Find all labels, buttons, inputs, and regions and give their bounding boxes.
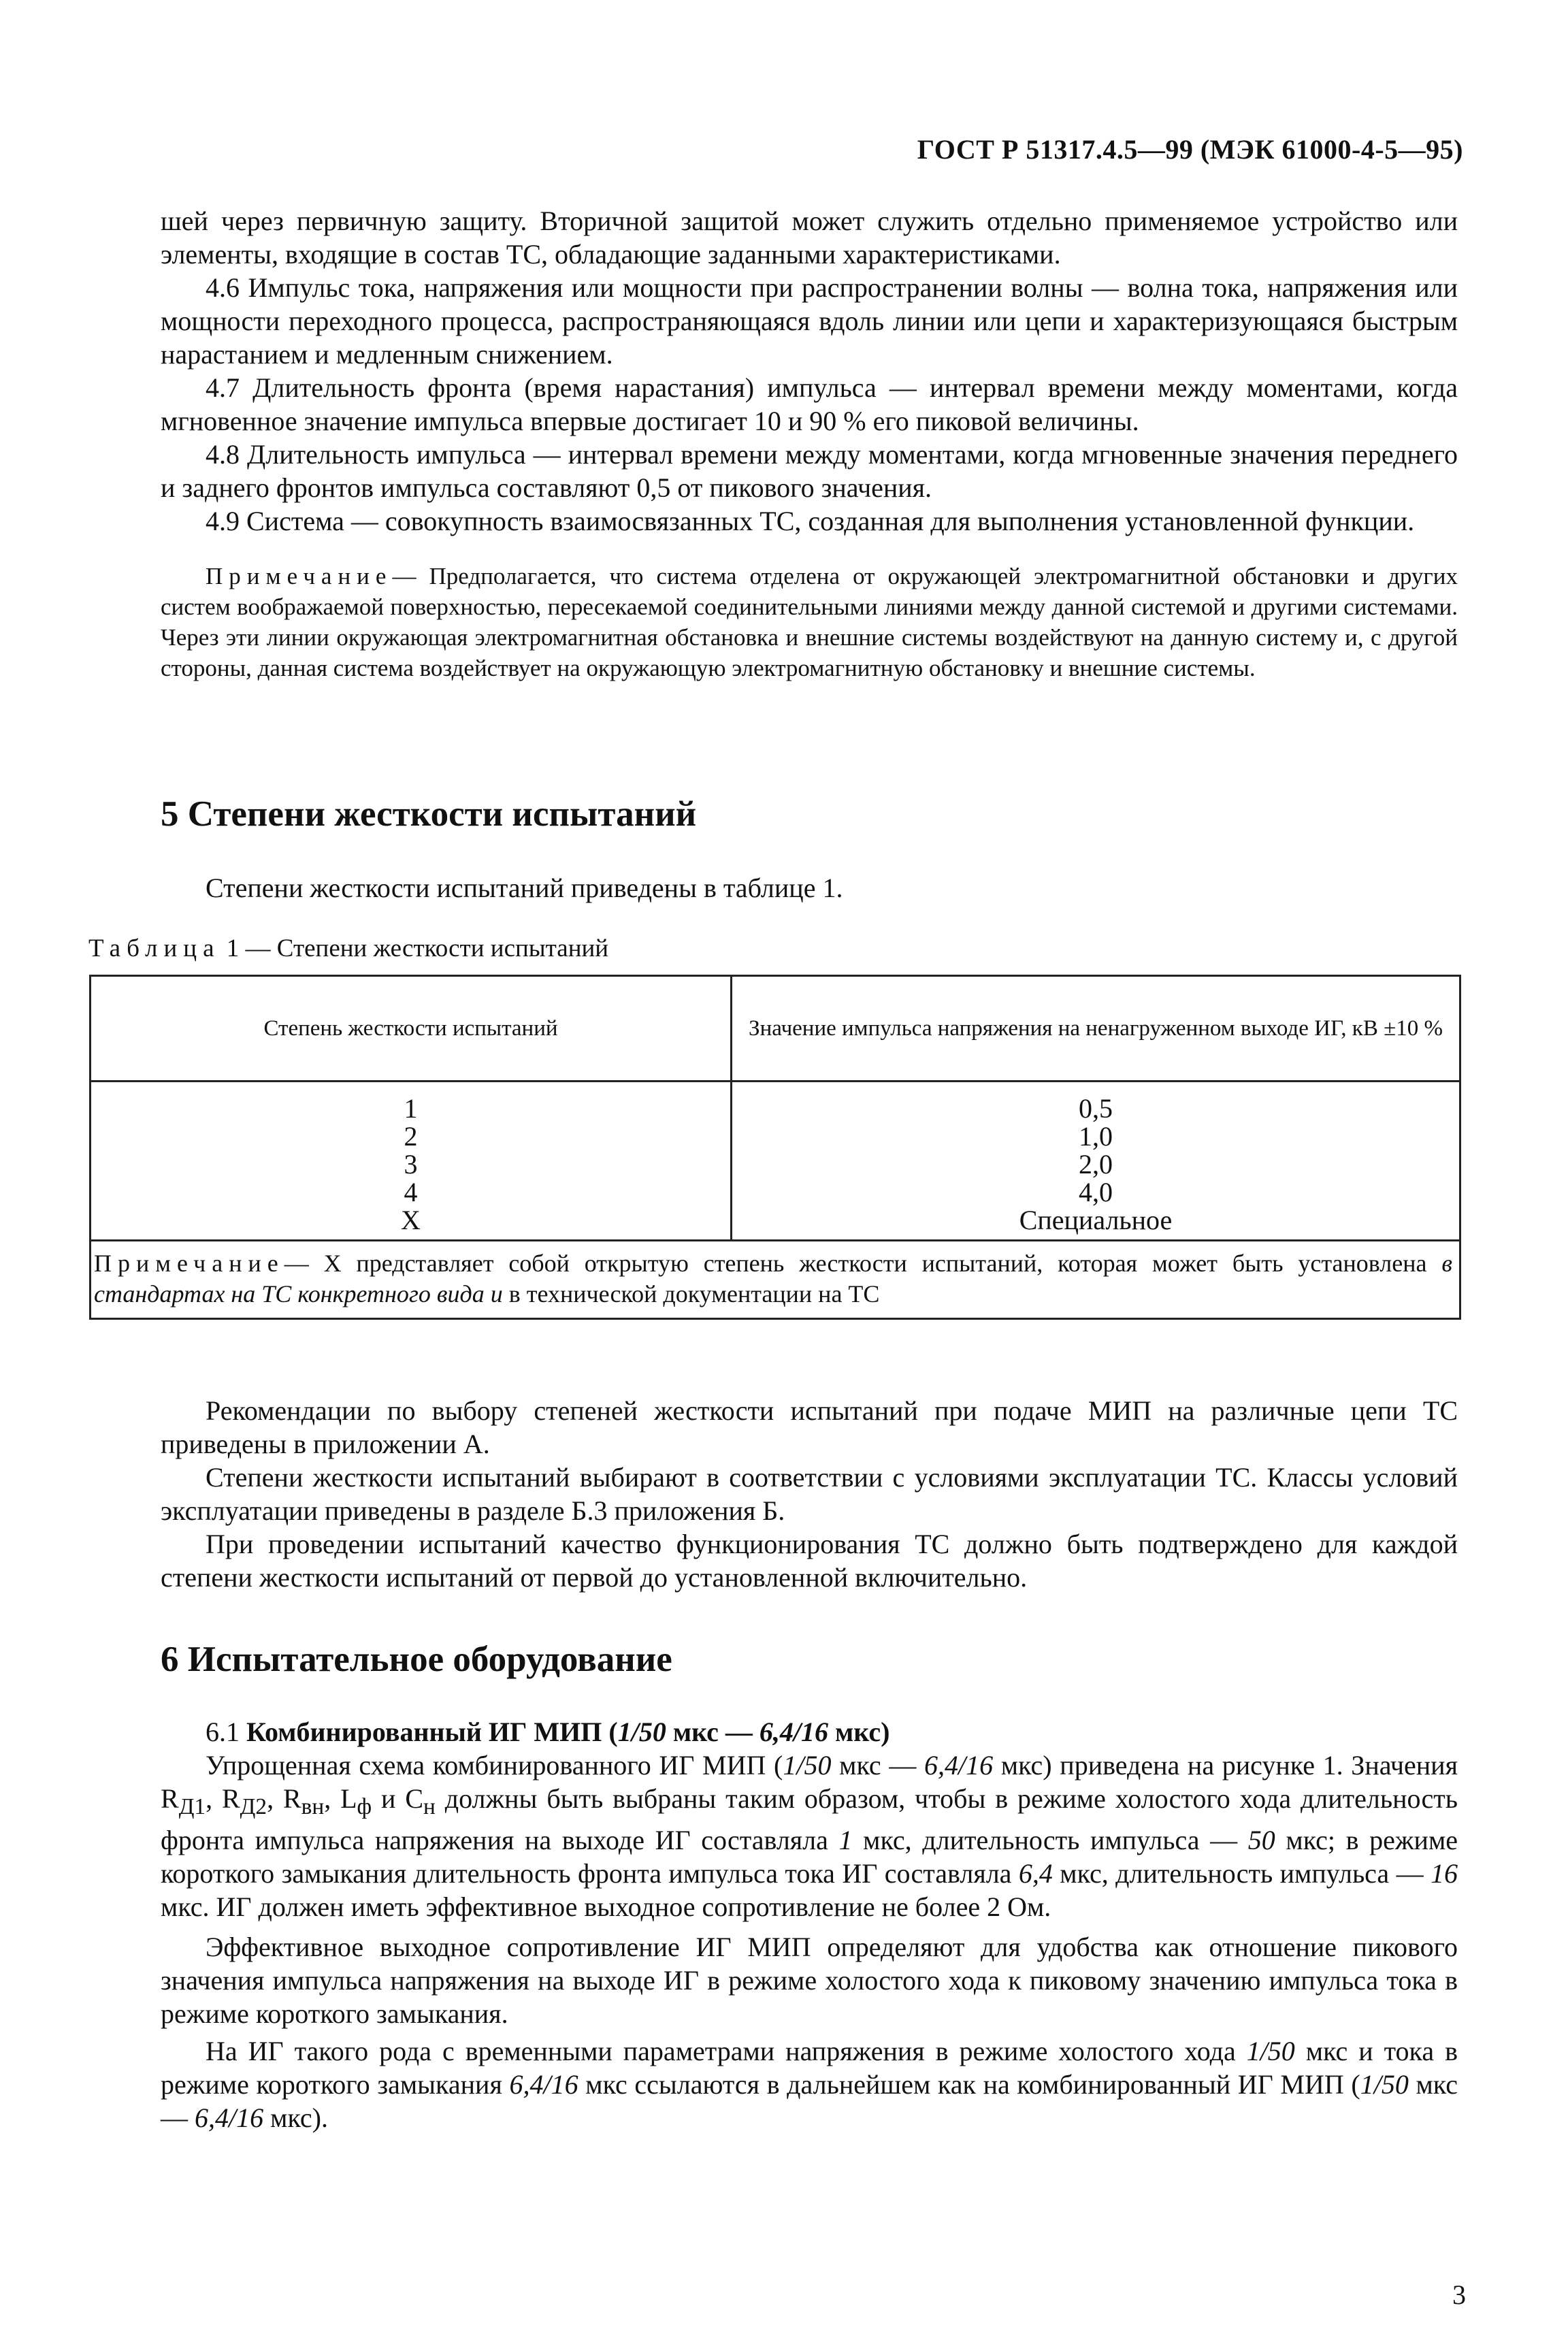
paragraph-recommendations: Рекомендации по выбору степеней жесткости испытаний при подаче МИП на различные цепи ТС приведены в приложении А. <box>161 1395 1458 1459</box>
table-header-level: Степень жесткости испытаний <box>91 976 732 1082</box>
section-5-heading: 5 Степени жесткости испытаний <box>161 794 697 834</box>
text: , L <box>324 1783 357 1814</box>
paragraph-continuation: шей через первичную защиту. Вторичной защитой может служить отдельно применяемое устройство или элементы, входящие в состав ТС, обладающие заданными характеристиками. <box>161 206 1458 270</box>
level-item: 4 <box>404 1177 418 1207</box>
paragraph-4-6: 4.6 Импульс тока, напряжения или мощности при распространении волны — волна тока, напряжения или мощности переходного процесса, распространяющаяся вдоль линии или цепи и характеризующаяся быстрым нарастанием и медленным снижением. <box>161 272 1458 370</box>
table-cell-values <box>732 1082 1460 1241</box>
italic-text: 6,4/16 <box>924 1750 994 1781</box>
table-note-italic: в стандартах на ТС конкретного вида и <box>94 1250 1452 1307</box>
text: мкс — <box>161 2069 1458 2133</box>
level-item: 1 <box>404 1093 418 1124</box>
paragraph-generator-scheme <box>161 1749 1458 1923</box>
text: и С <box>372 1783 423 1814</box>
value-item: 1,0 <box>1079 1121 1113 1152</box>
value-item: 2,0 <box>1079 1149 1113 1180</box>
subsection-title-end: мкс) <box>828 1717 890 1747</box>
text: мкс) приведена на рисунке 1. Значения R <box>161 1750 1458 1814</box>
section-5-lead <box>161 871 1458 905</box>
subscript: вн <box>301 1794 325 1819</box>
definitions-block <box>161 204 1458 683</box>
note-label: Примечание <box>206 563 393 589</box>
text: мкс. ИГ должен иметь эффективное выходное сопротивление не более 2 Ом. <box>161 1891 1051 1922</box>
italic-text: 1 <box>838 1825 853 1855</box>
text: , R <box>267 1783 301 1814</box>
text: мкс ссылаются в дальнейшем как на комбинированный ИГ МИП ( <box>578 2069 1360 2100</box>
subsection-number: 6.1 <box>206 1717 240 1747</box>
table-cell-levels <box>91 1082 732 1241</box>
paragraph-4-7: 4.7 Длительность фронта (время нарастания) импульса — интервал времени между моментами, когда мгновенное значение импульса впервые достигает 10 и 90 % его пиковой величины. <box>161 372 1458 436</box>
subsection-6-1-heading <box>161 1715 1458 1749</box>
text: Упрощенная схема комбинированного ИГ МИП ( <box>206 1750 783 1781</box>
table-note <box>91 1241 1460 1319</box>
value-item: Специальное <box>1019 1205 1173 1235</box>
table-note-text-end: в технической документации на ТС <box>508 1280 880 1307</box>
subscript: Д1 <box>178 1794 206 1819</box>
subscript: ф <box>357 1794 372 1819</box>
table-note-row <box>91 1241 1460 1319</box>
paragraph-4-9: 4.9 Система — совокупность взаимосвязанных ТС, созданная для выполнения установленной функции. <box>206 506 1415 536</box>
italic-text: 6,4/16 <box>195 2102 264 2133</box>
subsection-title-italic: 6,4/16 <box>759 1717 829 1747</box>
section-6-heading: 6 Испытательное оборудование <box>161 1640 672 1679</box>
text: мкс, длительность импульса — <box>852 1825 1248 1855</box>
text: , R <box>206 1783 240 1814</box>
table-label: Таблица <box>88 935 220 962</box>
table-data-row <box>91 1082 1460 1241</box>
paragraph-effective-resistance: Эффективное выходное сопротивление ИГ МИП определяют для удобства как отношение пикового значения импульса напряжения на выходе ИГ в режиме холостого хода к пиковому значению импульса тока в режиме короткого замыкания. <box>161 1932 1458 2029</box>
note-text: — Предполагается, что система отделена от окружающей электромагнитной обстановки и других систем воображаемой поверхностью, пересекаемой соединительными линиями между данной системой и другими системами. Через эти линии окружающая электромагнитная обстановка и внешние системы воздействуют на данную систему и, с другой стороны, данная система воздействует на окружающую электромагнитную обстановку и внешние системы. <box>161 563 1458 681</box>
table-header-row <box>91 976 1460 1082</box>
table-note-label: Примечание <box>94 1250 284 1277</box>
italic-text: 1/50 <box>783 1750 832 1781</box>
subsection-title: Комбинированный ИГ МИП ( <box>246 1717 618 1747</box>
italic-text: 1/50 <box>1246 2036 1295 2066</box>
severity-table <box>89 975 1461 1320</box>
paragraph-quality: При проведении испытаний качество функционирования ТС должно быть подтверждено для каждой степени жесткости испытаний от первой до установленной включительно. <box>161 1529 1458 1593</box>
table-caption-text: 1 — Степени жесткости испытаний <box>226 935 609 962</box>
subscript: н <box>423 1794 436 1819</box>
italic-text: 50 <box>1247 1825 1275 1855</box>
text: мкс, длительность импульса — <box>1052 1858 1431 1889</box>
italic-text: 1/50 <box>1360 2069 1409 2100</box>
subsection-title-mid: мкс — <box>666 1717 760 1747</box>
section-6-body <box>161 1715 1458 2134</box>
text: мкс). <box>263 2102 328 2133</box>
section-5-body <box>161 1394 1458 1594</box>
table-header-value: Значение импульса напряжения на ненагруженном выходе ИГ, кВ ±10 % <box>732 976 1460 1082</box>
paragraph-conditions: Степени жесткости испытаний выбирают в соответствии с условиями эксплуатации ТС. Классы условий эксплуатации приведены в разделе Б.3 приложения Б. <box>161 1462 1458 1526</box>
level-item: 3 <box>404 1149 418 1180</box>
paragraph-4-8: 4.8 Длительность импульса — интервал времени между моментами, когда мгновенные значения переднего и заднего фронтов импульса составляют 0,5 от пикового значения. <box>161 439 1458 503</box>
level-item: 2 <box>404 1121 418 1152</box>
value-item: 0,5 <box>1079 1093 1113 1124</box>
value-item: 4,0 <box>1079 1177 1113 1207</box>
text: мкс — <box>831 1750 925 1781</box>
text: На ИГ такого рода с временными параметрами напряжения в режиме холостого хода <box>206 2036 1247 2066</box>
text: должны быть выбраны таким образом, чтобы в режиме холостого хода длительность фронта импульса напряжения на выходе ИГ составляла <box>161 1783 1458 1855</box>
level-item: X <box>401 1205 421 1235</box>
subscript: Д2 <box>240 1794 267 1819</box>
document-header: ГОСТ Р 51317.4.5—99 (МЭК 61000-4-5—95) <box>917 134 1463 165</box>
italic-text: 6,4 <box>1018 1858 1053 1889</box>
italic-text: 6,4/16 <box>509 2069 578 2100</box>
italic-text: 16 <box>1431 1858 1458 1889</box>
text: мкс и тока в режиме короткого замыкания <box>161 2036 1458 2100</box>
text: мкс; в режиме короткого замыкания длительность фронта импульса тока ИГ составляла <box>161 1825 1458 1889</box>
paragraph-combined-generator <box>161 2034 1458 2134</box>
table-note-text: — X представляет собой открытую степень жесткости испытаний, которая может быть установлена <box>284 1250 1427 1277</box>
page-number: 3 <box>1452 2279 1466 2310</box>
subsection-title-italic: 1/50 <box>617 1717 666 1747</box>
table-caption <box>88 934 608 963</box>
note-system <box>161 561 1458 683</box>
section-5-lead-text: Степени жесткости испытаний приведены в таблице 1. <box>206 873 843 903</box>
